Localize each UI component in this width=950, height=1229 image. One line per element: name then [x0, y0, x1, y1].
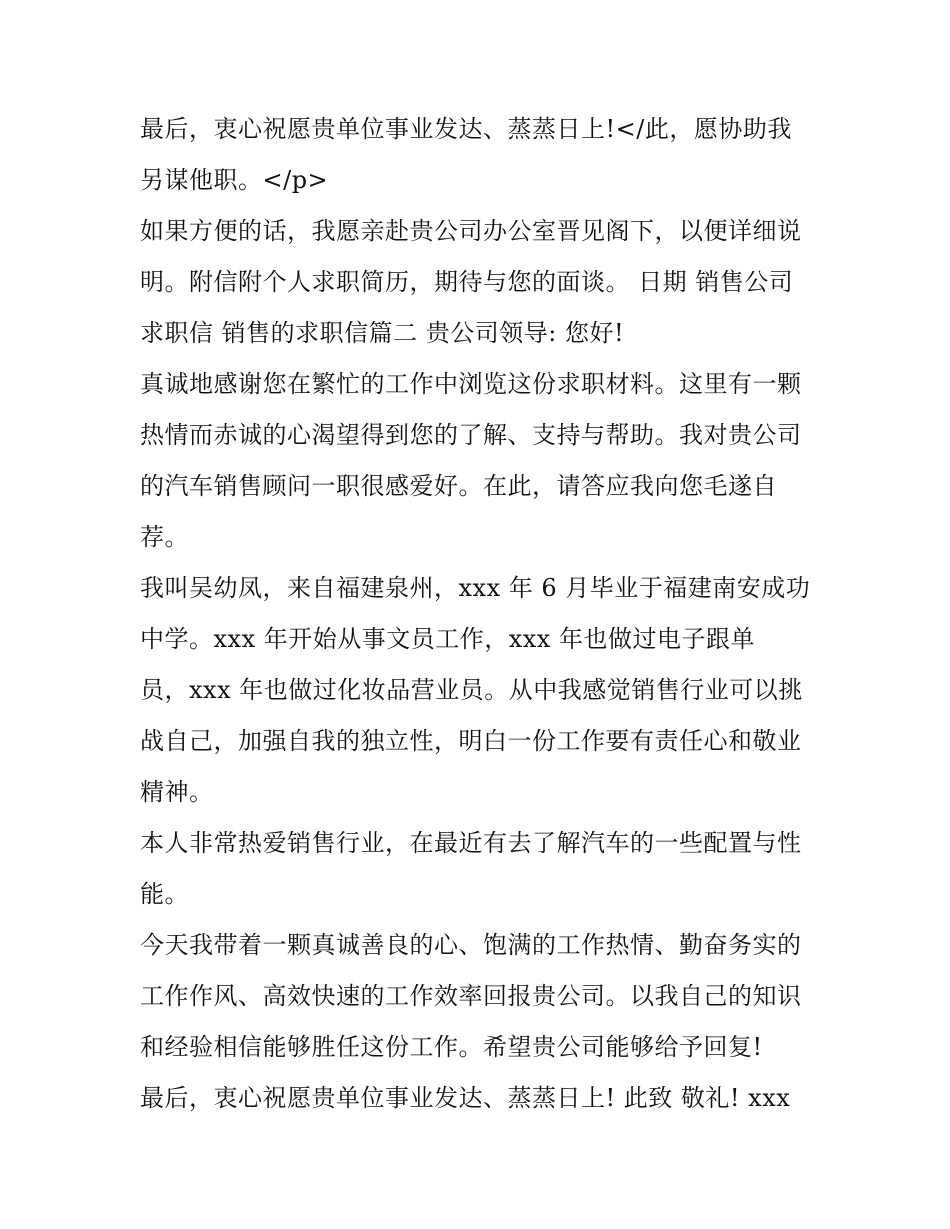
text-line: 热情而赤诚的心渴望得到您的了解、支持与帮助。我对贵公司 — [140, 421, 802, 449]
text-line: 求职信 销售的求职信篇二 贵公司领导: 您好! — [140, 319, 625, 347]
text-line: 如果方便的话，我愿亲赴贵公司办公室晋见阁下，以便详细说 — [140, 217, 802, 245]
text-line: 本人非常热爱销售行业，在最近有去了解汽车的一些配置与性 — [140, 829, 802, 857]
text-line: 的汽车销售顾问一职很感爱好。在此，请答应我向您毛遂自 — [140, 472, 777, 500]
text-line: 和经验相信能够胜任这份工作。希望贵公司能够给予回复! — [140, 1033, 763, 1061]
text-line: 今天我带着一颗真诚善良的心、饱满的工作热情、勤奋务实的 — [140, 931, 802, 959]
text-line: 工作作风、高效快速的工作效率回报贵公司。以我自己的知识 — [140, 982, 802, 1010]
text-line: 最后，衷心祝愿贵单位事业发达、蒸蒸日上!</此，愿协助我 — [140, 115, 792, 143]
text-line: 精神。 — [140, 778, 214, 806]
text-line: 员，xxx 年也做过化妆品营业员。从中我感觉销售行业可以挑 — [140, 676, 803, 704]
text-line: 荐。 — [140, 523, 189, 551]
text-line: 明。附信附个人求职简历，期待与您的面谈。 日期 销售公司 — [140, 268, 794, 296]
document-body — [140, 104, 820, 1124]
text-line: 真诚地感谢您在繁忙的工作中浏览这份求职材料。这里有一颗 — [140, 370, 802, 398]
text-line: 另谋他职。</p> — [140, 166, 329, 194]
text-line: 能。 — [140, 880, 189, 908]
text-line: 我叫吴幼凤，来自福建泉州，xxx 年 6 月毕业于福建南安成功 — [140, 574, 811, 602]
text-line: 最后，衷心祝愿贵单位事业发达、蒸蒸日上! 此致 敬礼! xxx — [140, 1084, 791, 1112]
text-line: 中学。xxx 年开始从事文员工作，xxx 年也做过电子跟单 — [140, 625, 755, 653]
text-line: 战自己，加强自我的独立性，明白一份工作要有责任心和敬业 — [140, 727, 802, 755]
